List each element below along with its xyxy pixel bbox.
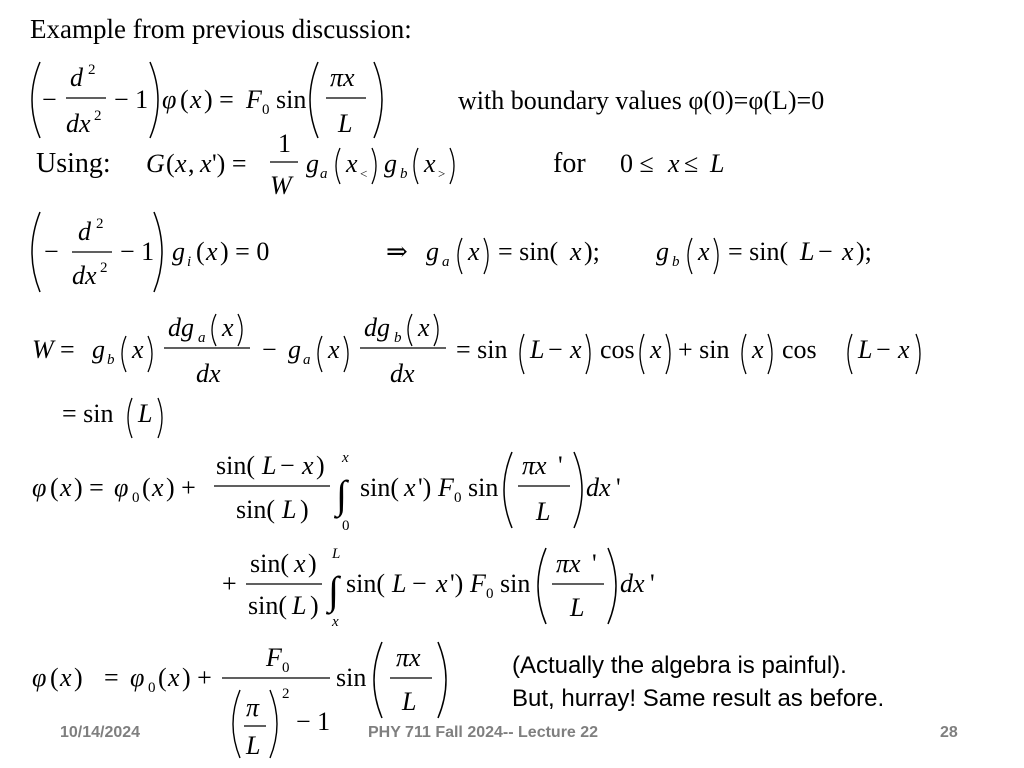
svg-text:sin(: sin( — [248, 591, 287, 620]
svg-text:L: L — [246, 731, 261, 760]
svg-text:x: x — [132, 335, 144, 364]
svg-text:G: G — [146, 149, 165, 178]
svg-text:x: x — [222, 313, 234, 342]
slide-title: Example from previous discussion: — [30, 14, 412, 44]
svg-text:x: x — [404, 473, 416, 502]
svg-text:0: 0 — [148, 680, 156, 696]
svg-text:2: 2 — [100, 260, 108, 276]
svg-text:F: F — [246, 85, 262, 114]
svg-text:): ) — [316, 451, 325, 480]
svg-text:g: g — [426, 237, 439, 266]
svg-text:x: x — [436, 569, 448, 598]
svg-text:(: ( — [180, 85, 189, 114]
using-label: Using: — [36, 148, 111, 179]
svg-text:(: ( — [142, 473, 151, 502]
svg-text:(: ( — [158, 663, 167, 692]
svg-text:x: x — [190, 85, 202, 114]
svg-text:sin: sin — [276, 85, 307, 114]
svg-text:x: x — [60, 473, 72, 502]
svg-text:cos: cos — [782, 335, 817, 364]
svg-text:+: + — [222, 569, 237, 598]
svg-text:πx: πx — [330, 63, 355, 92]
equation-1 — [32, 62, 382, 138]
svg-text:': ' — [592, 549, 597, 578]
svg-text:b: b — [394, 330, 402, 346]
note-line-1: (Actually the algebra is painful). — [512, 652, 847, 679]
svg-text:∫: ∫ — [336, 472, 347, 517]
svg-text:π: π — [246, 693, 260, 722]
svg-text:) =: ) = — [204, 85, 234, 114]
svg-text:L: L — [710, 149, 725, 178]
svg-text:= sin(: = sin( — [728, 237, 789, 266]
svg-text:sin(: sin( — [346, 569, 385, 598]
svg-text:) =: ) = — [74, 473, 104, 502]
svg-text:,: , — [188, 149, 195, 178]
equation-wronskian — [32, 313, 920, 438]
svg-text:x: x — [668, 149, 680, 178]
svg-text:x: x — [468, 237, 480, 266]
svg-text:x: x — [570, 335, 582, 364]
equation-green-function — [146, 129, 724, 200]
svg-text:': ' — [558, 451, 563, 480]
svg-text:L: L — [402, 687, 417, 716]
svg-text:−: − — [548, 335, 563, 364]
svg-text:φ: φ — [114, 473, 129, 502]
svg-text:W: W — [32, 335, 54, 364]
svg-text:a: a — [303, 352, 311, 368]
svg-text:dx: dx — [196, 359, 221, 388]
svg-text:dx: dx — [620, 569, 645, 598]
svg-text:(: ( — [50, 473, 59, 502]
svg-text:∫: ∫ — [328, 568, 339, 613]
svg-text:): ) — [308, 549, 317, 578]
svg-text:) = 0: ) = 0 — [220, 237, 270, 266]
svg-text:(: ( — [196, 237, 205, 266]
svg-text:x: x — [342, 450, 349, 466]
svg-text:L: L — [530, 335, 545, 364]
svg-text:F: F — [438, 473, 454, 502]
svg-text:dx: dx — [390, 359, 415, 388]
svg-text:2: 2 — [94, 108, 102, 124]
svg-text:b: b — [400, 166, 408, 182]
svg-text:x: x — [842, 237, 854, 266]
svg-text:1: 1 — [278, 129, 291, 158]
svg-text:+ sin: + sin — [678, 335, 730, 364]
svg-text:0: 0 — [342, 518, 350, 534]
svg-text:sin(: sin( — [250, 549, 289, 578]
svg-text:sin(: sin( — [360, 473, 399, 502]
svg-text:− 1: − 1 — [114, 85, 149, 114]
svg-text:'): ') — [450, 569, 464, 598]
svg-text:πx: πx — [522, 451, 547, 480]
svg-text:sin(: sin( — [236, 495, 275, 524]
svg-text:a: a — [320, 166, 328, 182]
svg-text:x: x — [650, 335, 662, 364]
svg-text:φ: φ — [32, 473, 47, 502]
svg-text:L: L — [282, 495, 297, 524]
svg-text:x: x — [60, 663, 72, 692]
svg-text:2: 2 — [282, 686, 290, 702]
svg-text:x: x — [200, 149, 212, 178]
svg-text:− 1: − 1 — [120, 237, 155, 266]
for-label: for — [553, 148, 586, 179]
svg-text:x: x — [898, 335, 910, 364]
svg-text:L: L — [332, 546, 341, 562]
footer-date: 10/14/2024 — [60, 724, 141, 741]
svg-text:sin: sin — [336, 663, 367, 692]
svg-text:L: L — [138, 399, 153, 428]
svg-text:L: L — [392, 569, 407, 598]
svg-text:0: 0 — [132, 490, 140, 506]
svg-text:g: g — [306, 149, 319, 178]
svg-text:φ: φ — [162, 85, 177, 114]
svg-text:sin: sin — [468, 473, 499, 502]
svg-text:) +: ) + — [182, 663, 212, 692]
svg-text:−: − — [818, 237, 833, 266]
svg-text:x: x — [168, 663, 180, 692]
footer-course: PHY 711 Fall 2024-- Lecture 22 — [368, 724, 599, 741]
svg-text:L: L — [262, 451, 277, 480]
svg-text:): ) — [74, 663, 83, 692]
svg-text:x: x — [175, 149, 187, 178]
svg-text:dg: dg — [168, 313, 194, 342]
svg-text:−: − — [876, 335, 891, 364]
svg-text:= sin: = sin — [456, 335, 508, 364]
svg-text:': ' — [616, 473, 621, 502]
svg-text:−: − — [44, 237, 59, 266]
svg-text:L: L — [292, 591, 307, 620]
equation-solution-integral — [32, 450, 655, 630]
svg-text:(: ( — [50, 663, 59, 692]
svg-text:i: i — [187, 254, 192, 270]
svg-text:): ) — [310, 591, 319, 620]
svg-text:=: = — [60, 335, 75, 364]
svg-text:g: g — [384, 149, 397, 178]
svg-text:x: x — [346, 149, 358, 178]
svg-text:L: L — [800, 237, 815, 266]
svg-text:x: x — [698, 237, 710, 266]
svg-text:φ: φ — [32, 663, 47, 692]
svg-text:−: − — [280, 451, 295, 480]
svg-text:sin: sin — [500, 569, 531, 598]
svg-text:= sin(: = sin( — [498, 237, 559, 266]
svg-text:F: F — [266, 643, 282, 672]
equation-homogeneous — [32, 212, 872, 292]
svg-text:': ' — [650, 569, 655, 598]
svg-text:0 ≤: 0 ≤ — [620, 149, 654, 178]
svg-text:a: a — [442, 254, 450, 270]
svg-text:x: x — [752, 335, 764, 364]
svg-text:L: L — [338, 109, 353, 138]
svg-text:L: L — [570, 593, 585, 622]
svg-text:b: b — [672, 254, 680, 270]
svg-text:dx: dx — [66, 109, 91, 138]
svg-text:x: x — [570, 237, 582, 266]
svg-text:2: 2 — [96, 216, 104, 232]
svg-text:0: 0 — [262, 102, 270, 118]
svg-text:);: ); — [584, 237, 600, 266]
svg-text:x: x — [206, 237, 218, 266]
svg-text:a: a — [198, 330, 206, 346]
svg-text:0: 0 — [282, 660, 290, 676]
svg-text:−: − — [42, 85, 57, 114]
svg-text:dx: dx — [72, 261, 97, 290]
svg-text:=: = — [104, 663, 119, 692]
svg-text:x: x — [294, 549, 306, 578]
svg-text:W: W — [270, 171, 292, 200]
svg-text:≤: ≤ — [684, 149, 699, 178]
svg-text:φ: φ — [130, 663, 145, 692]
svg-text:dg: dg — [364, 313, 390, 342]
svg-text:L: L — [858, 335, 873, 364]
svg-text:πx: πx — [396, 643, 421, 672]
svg-text:F: F — [470, 569, 486, 598]
svg-text:x: x — [332, 614, 339, 630]
svg-text:<: < — [360, 166, 368, 181]
svg-text:x: x — [424, 149, 436, 178]
svg-text:= sin: = sin — [62, 399, 114, 428]
svg-text:'): ') — [418, 473, 432, 502]
svg-text:− 1: − 1 — [296, 707, 331, 736]
svg-text:dx: dx — [586, 473, 611, 502]
equation-final-result — [32, 642, 446, 760]
svg-text:−: − — [412, 569, 427, 598]
svg-text:0: 0 — [486, 586, 494, 602]
svg-text:sin(: sin( — [216, 451, 255, 480]
note-line-2: But, hurray! Same result as before. — [512, 685, 885, 712]
svg-text:g: g — [656, 237, 669, 266]
svg-text:cos: cos — [600, 335, 635, 364]
svg-text:);: ); — [856, 237, 872, 266]
svg-text:x: x — [328, 335, 340, 364]
footer-page-number: 28 — [940, 724, 958, 741]
svg-text:x: x — [152, 473, 164, 502]
svg-text:) +: ) + — [166, 473, 196, 502]
svg-text:0: 0 — [454, 490, 462, 506]
svg-text:g: g — [92, 335, 105, 364]
svg-text:): ) — [300, 495, 309, 524]
svg-text:−: − — [262, 335, 277, 364]
svg-text:b: b — [107, 352, 115, 368]
svg-text:>: > — [438, 166, 446, 181]
svg-text:(: ( — [166, 149, 175, 178]
svg-text:x: x — [418, 313, 430, 342]
svg-text:d: d — [70, 63, 83, 92]
svg-text:g: g — [172, 237, 185, 266]
svg-text:L: L — [536, 497, 551, 526]
svg-text:πx: πx — [556, 549, 581, 578]
svg-text:d: d — [78, 217, 91, 246]
svg-text:x: x — [302, 451, 314, 480]
svg-text:⇒: ⇒ — [386, 237, 408, 266]
svg-text:g: g — [288, 335, 301, 364]
svg-text:2: 2 — [88, 62, 96, 78]
svg-text:') =: ') = — [212, 149, 247, 178]
boundary-text: with boundary values φ(0)=φ(L)=0 — [458, 86, 825, 115]
